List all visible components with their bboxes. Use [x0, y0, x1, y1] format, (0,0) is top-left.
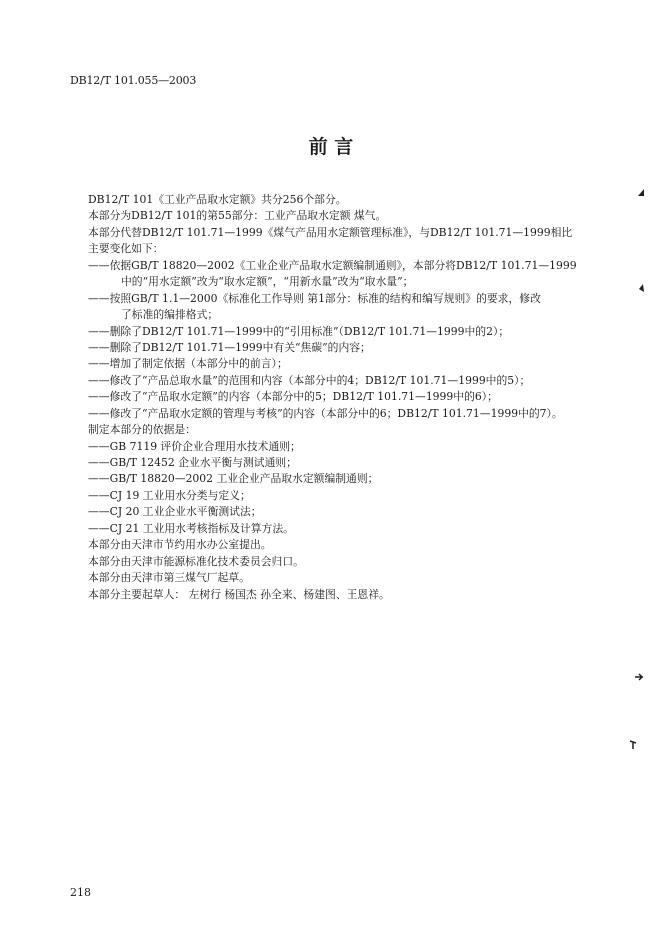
text-line: ——CJ 19 工业用水分类与定义；: [88, 488, 251, 502]
text-line: ——按照GB/T 1.1—2000《标准化工作导则 第1部分：标准的结构和编写规则》的要求，修改: [88, 291, 541, 305]
text-line: ——删除了DB12/T 101.71—1999中有关“焦碳”的内容；: [88, 340, 371, 354]
text-line: ——修改了“产品取水定额的管理与考核”的内容（本部分中的6；DB12/T 101.71—1999中的7）。: [88, 406, 563, 420]
text-line: 了标准的编排格式；: [121, 308, 219, 322]
text-line: DB12/T 101《工业产品取水定额》共分256个部分。: [88, 193, 347, 206]
page-title: 前 言: [308, 136, 354, 158]
scan-mark-icon: [628, 740, 638, 750]
page-number: 218: [70, 886, 91, 899]
text-line: 本部分由天津市第三煤气厂起草。: [88, 571, 250, 585]
text-line: ——GB 7119 评价企业合理用水技术通则；: [88, 439, 301, 453]
text-line: 制定本部分的依据是：: [88, 423, 196, 437]
scan-mark-icon: [636, 283, 646, 293]
text-line: 本部分由天津市节约用水办公室提出。: [88, 538, 272, 552]
text-line: ——CJ 20 工业企业水平衡测试法；: [88, 505, 262, 519]
text-line: 中的“用水定额”改为“取水定额”，“用新水量”改为“取水量”；: [121, 275, 414, 289]
text-line: 主要变化如下：: [88, 242, 164, 256]
text-line: 本部分为DB12/T 101的第55部分：工业产品取水定额 煤气。: [88, 209, 387, 223]
text-line: ——依据GB/T 18820—2002《工业企业产品取水定额编制通则》，本部分将DB12/T 101.71—1999: [88, 258, 577, 272]
text-line: ——GB/T 18820—2002 工业企业产品取水定额编制通则；: [88, 472, 379, 486]
text-line: ——GB/T 12452 企业水平衡与测试通则；: [88, 456, 297, 469]
text-line: 本部分主要起草人： 左树行 杨国杰 孙全来、杨建图、王恩祥。: [88, 587, 390, 601]
text-line: ——修改了“产品取水定额”的内容（本部分中的5；DB12/T 101.71—1999中的6）；: [88, 390, 498, 404]
document-body: [88, 192, 626, 603]
text-line: ——增加了制定依据（本部分中的前言）；: [88, 357, 288, 371]
text-line: ——CJ 21 工业用水考核指标及计算方法。: [88, 521, 294, 535]
text-line: 本部分由天津市能源标准化技术委员会归口。: [88, 554, 304, 568]
text-line: ——删除了DB12/T 101.71—1999中的“引用标准”（DB12/T 101.71—1999中的2）；: [88, 324, 510, 338]
document-code: DB12/T 101.055—2003: [70, 74, 197, 87]
scan-mark-icon: [636, 188, 646, 198]
text-line: ——修改了“产品总取水量”的范围和内容（本部分中的4；DB12/T 101.71—1999中的5）；: [88, 373, 531, 387]
text-line: 本部分代替DB12/T 101.71—1999《煤气产品用水定额管理标准》，与DB12/T 101.71—1999相比: [88, 225, 573, 239]
scan-mark-icon: [634, 672, 644, 682]
